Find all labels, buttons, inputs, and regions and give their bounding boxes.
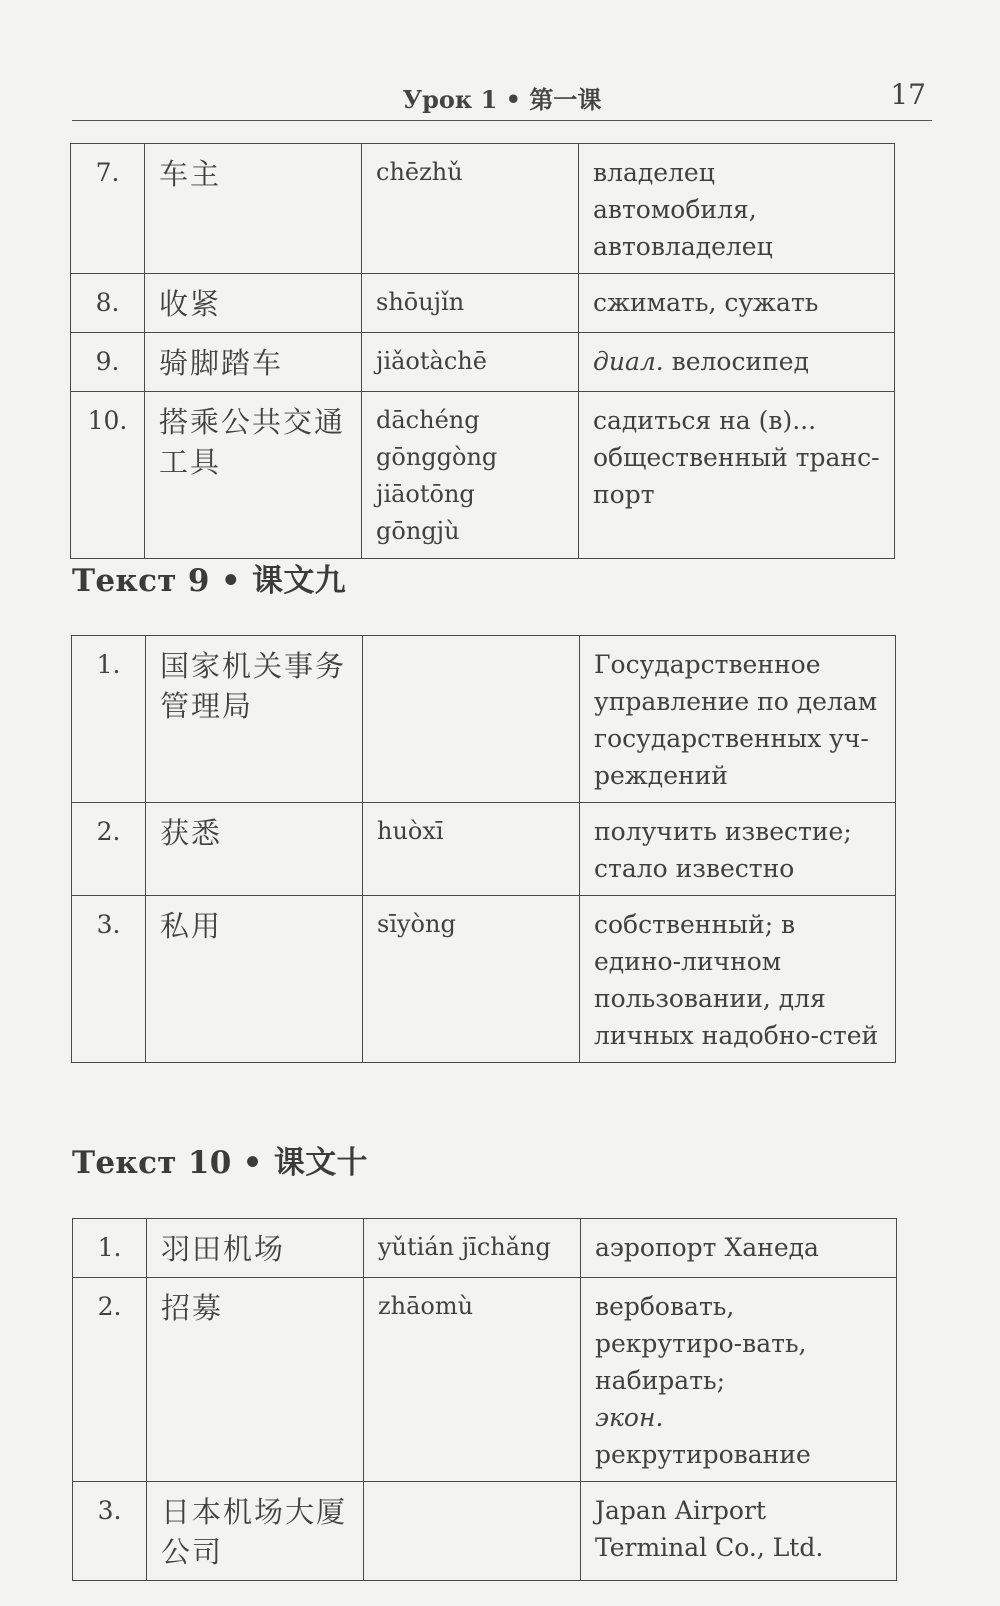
row-number: 2. <box>72 803 146 896</box>
row-number: 3. <box>73 1482 147 1581</box>
meaning: Japan Airport Terminal Co., Ltd. <box>581 1482 897 1581</box>
meaning: получить известие; стало известно <box>580 803 896 896</box>
hanzi-term: 搭乘公共交通工具 <box>145 392 362 559</box>
pinyin: zhāomù <box>364 1278 581 1482</box>
vocab-table-lesson-continuation <box>70 143 895 559</box>
pinyin: shōujǐn <box>362 274 579 333</box>
hanzi-term: 获悉 <box>146 803 363 896</box>
table-row <box>73 1482 897 1581</box>
hanzi-term: 国家机关事务管理局 <box>146 636 363 803</box>
abbreviation: диал. <box>593 347 664 376</box>
meaning: Государственное управление по делам государственных уч-реждений <box>580 636 896 803</box>
row-number: 2. <box>73 1278 147 1482</box>
hanzi-term: 骑脚踏车 <box>145 333 362 392</box>
abbreviation: экон. <box>595 1403 664 1432</box>
pinyin <box>364 1482 581 1581</box>
hanzi-term: 羽田机场 <box>147 1219 364 1278</box>
table-row <box>73 1219 897 1278</box>
meaning <box>581 1278 897 1482</box>
hanzi-term: 招募 <box>147 1278 364 1482</box>
hanzi-term: 收紧 <box>145 274 362 333</box>
meaning: садиться на (в)... общественный транс-порт <box>579 392 895 559</box>
row-number: 10. <box>71 392 145 559</box>
meaning-text: велосипед <box>671 347 809 376</box>
table-row <box>71 144 895 274</box>
row-number: 9. <box>71 333 145 392</box>
row-number: 1. <box>73 1219 147 1278</box>
pinyin: jiǎotàchē <box>362 333 579 392</box>
meaning-line-2 <box>595 1399 882 1473</box>
section-heading-text-10: Текст 10 • 课文十 <box>72 1145 368 1181</box>
table-row <box>73 1278 897 1482</box>
row-number: 8. <box>71 274 145 333</box>
meaning <box>579 333 895 392</box>
meaning: сжимать, сужать <box>579 274 895 333</box>
running-header <box>72 74 932 121</box>
page-number: 17 <box>890 78 926 111</box>
meaning-text-2: рекрутирование <box>595 1440 811 1469</box>
meaning: владелец автомобиля, автовладелец <box>579 144 895 274</box>
table-row <box>71 333 895 392</box>
meaning: собственный; в едино-личном пользовании, для личных надобно-стей <box>580 896 896 1063</box>
pinyin: sīyòng <box>363 896 580 1063</box>
table-row <box>72 896 896 1063</box>
pinyin: chēzhǔ <box>362 144 579 274</box>
table-row <box>71 392 895 559</box>
pinyin: huòxī <box>363 803 580 896</box>
meaning-text: вербовать, рекрутиро-вать, набирать; <box>595 1292 807 1395</box>
table-row <box>71 274 895 333</box>
table-row <box>72 803 896 896</box>
row-number: 7. <box>71 144 145 274</box>
hanzi-term: 日本机场大厦公司 <box>147 1482 364 1581</box>
table-row <box>72 636 896 803</box>
vocab-table-text-10 <box>72 1218 897 1581</box>
meaning: аэропорт Ханеда <box>581 1219 897 1278</box>
row-number: 3. <box>72 896 146 1063</box>
row-number: 1. <box>72 636 146 803</box>
hanzi-term: 私用 <box>146 896 363 1063</box>
section-heading-text-9: Текст 9 • 课文九 <box>72 563 346 599</box>
hanzi-term: 车主 <box>145 144 362 274</box>
pinyin: yǔtián jīchǎng <box>364 1219 581 1278</box>
pinyin: dāchéng gōnggòng jiāotōng gōngjù <box>362 392 579 559</box>
pinyin <box>363 636 580 803</box>
vocab-table-text-9 <box>71 635 896 1063</box>
lesson-title: Урок 1 • 第一课 <box>402 85 602 114</box>
